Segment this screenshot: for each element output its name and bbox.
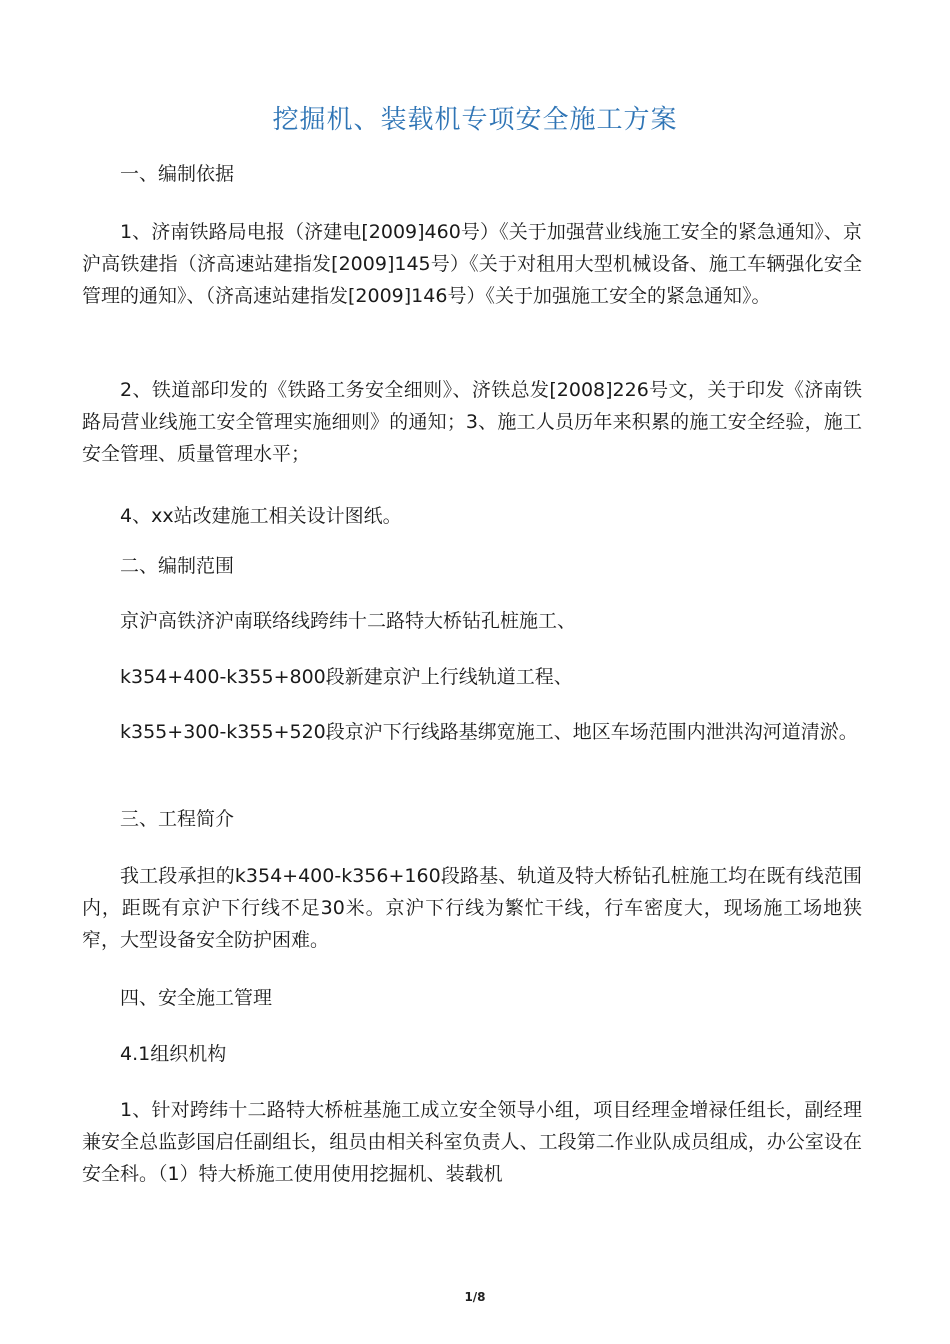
document-title: 挖掘机、装载机专项安全施工方案 — [272, 105, 678, 135]
section-heading-overview: 三、工程简介 — [120, 808, 235, 830]
paragraph-scope-2: k354+400-k355+800段新建京沪上行线轨道工程、 — [120, 666, 573, 688]
section-heading-management: 四、安全施工管理 — [120, 987, 273, 1009]
paragraph-scope-1: 京沪高铁济沪南联络线跨纬十二路特大桥钻孔桩施工、 — [120, 610, 577, 632]
paragraph-basis-4: 4、xx站改建施工相关设计图纸。 — [120, 505, 402, 527]
section-heading-scope: 二、编制范围 — [120, 555, 235, 577]
section-heading-basis: 一、编制依据 — [120, 163, 235, 185]
paragraph-organization: 1、针对跨纬十二路特大桥桩基施工成立安全领导小组，项目经理金增禄任组长，副经理兼安全总监彭国启任副组长，组员由相关科室负责人、工段第二作业队成员组成，办公室设在安全科。（1）特大桥施工使用使用挖掘机、装载机 — [82, 1099, 862, 1185]
subsection-heading-organization: 4.1组织机构 — [120, 1043, 227, 1065]
paragraph-basis-2: 2、铁道部印发的《铁路工务安全细则》、济铁总发[2008]226号文，关于印发《济南铁路局营业线施工安全管理实施细则》的通知；3、施工人员历年来积累的施工安全经验，施工安全管理、质量管理水平； — [82, 379, 862, 465]
paragraph-overview: 我工段承担的k354+400-k356+160段路基、轨道及特大桥钻孔桩施工均在既有线范围内，距既有京沪下行线不足30米。京沪下行线为繁忙干线，行车密度大，现场施工场地狭窄，大型设备安全防护困难。 — [82, 865, 862, 951]
page-number: 1/8 — [464, 1290, 486, 1304]
paragraph-basis-1: 1、济南铁路局电报（济建电[2009]460号）《关于加强营业线施工安全的紧急通知》、京沪高铁建指（济高速站建指发[2009]145号）《关于对租用大型机械设备、施工车辆强化安全管理的通知》、（济高速站建指发[2009]146号）《关于加强施工安全的紧急通知》。 — [82, 221, 862, 307]
paragraph-scope-3: k355+300-k355+520段京沪下行线路基绑宽施工、地区车场范围内泄洪沟河道清淤。 — [120, 721, 858, 743]
